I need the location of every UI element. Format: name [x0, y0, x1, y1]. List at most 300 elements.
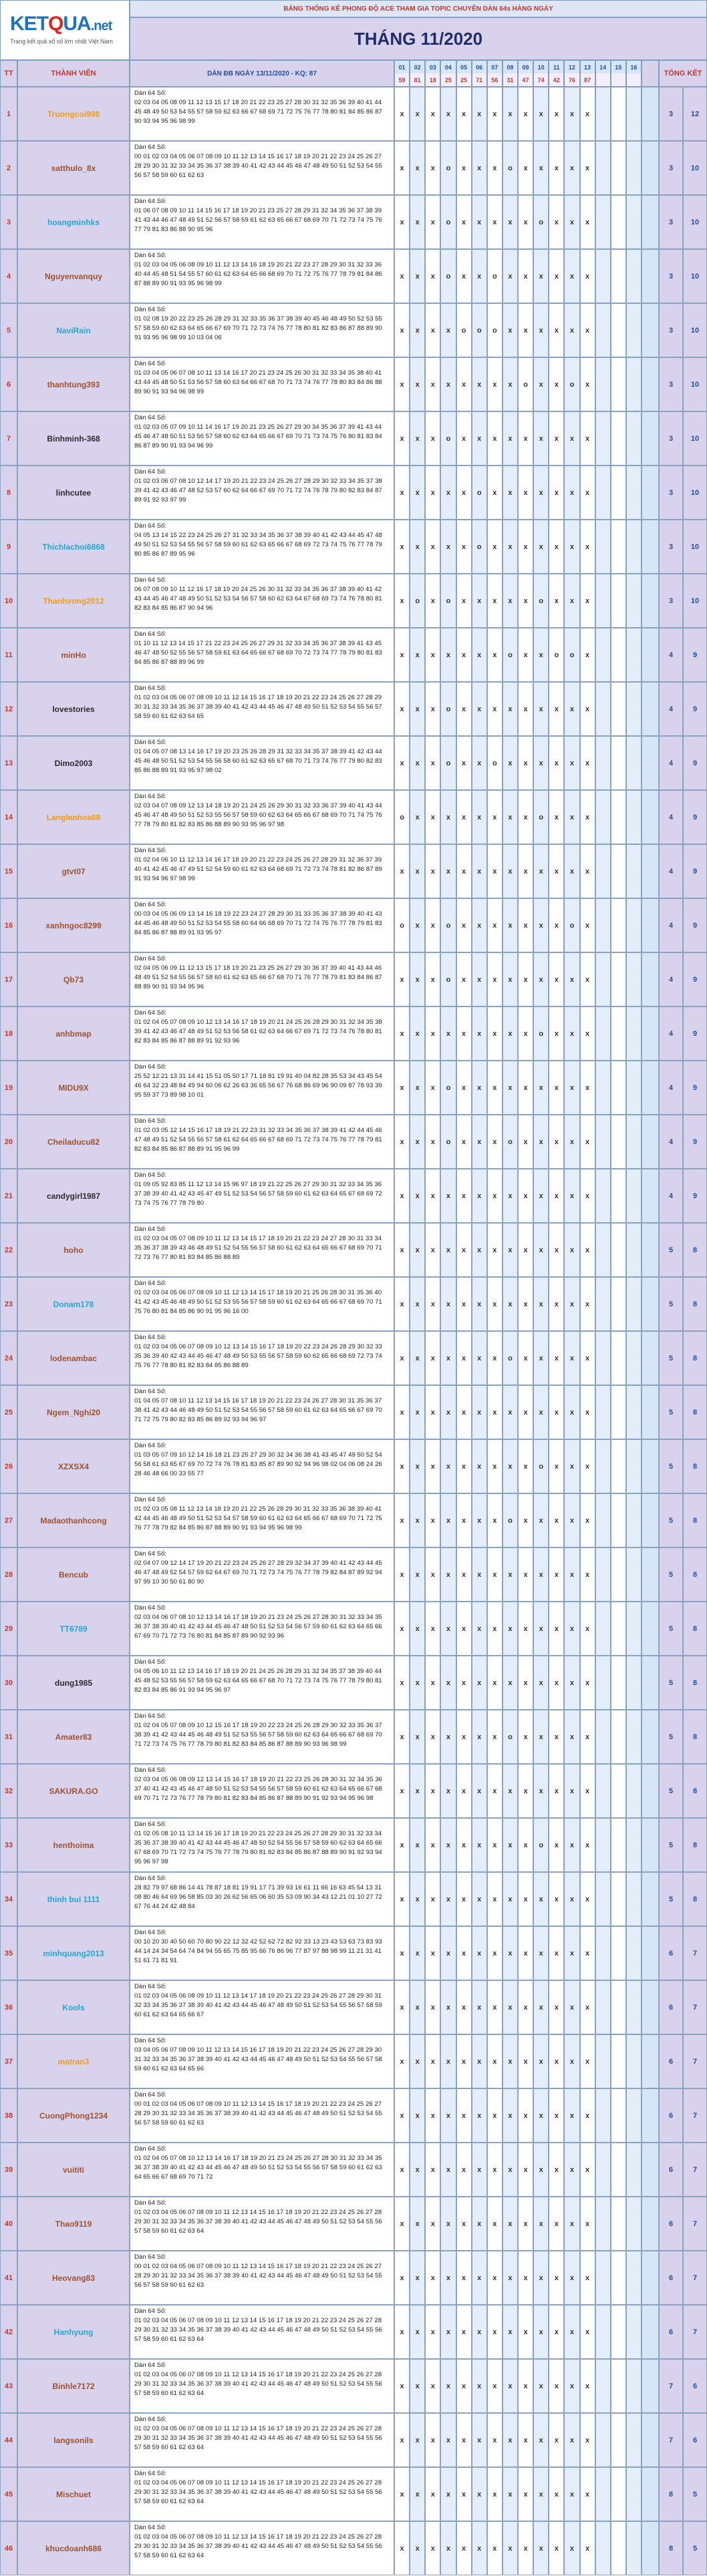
- day-mark: x: [564, 1331, 579, 1385]
- day-mark: x: [440, 1493, 456, 1547]
- row-number: 7: [0, 411, 17, 466]
- day-mark: [626, 1223, 642, 1277]
- day-mark: x: [425, 2359, 440, 2413]
- day-mark: [611, 520, 626, 574]
- day-mark: x: [410, 303, 425, 357]
- day-mark: x: [580, 520, 595, 574]
- row-number: 36: [0, 1980, 17, 2034]
- day-mark: x: [440, 466, 456, 520]
- day-mark: x: [394, 357, 410, 411]
- row-spacer: [642, 1061, 659, 1115]
- day-result: [627, 73, 641, 86]
- day-mark: x: [487, 466, 503, 520]
- row-number: 23: [0, 1277, 17, 1331]
- day-mark: [626, 87, 642, 141]
- member-name[interactable]: Binhminh-368: [17, 411, 130, 466]
- day-mark: o: [549, 628, 564, 682]
- day-mark: x: [410, 844, 425, 898]
- day-mark: x: [440, 520, 456, 574]
- day-mark: x: [440, 1439, 456, 1493]
- total-miss: 3: [659, 303, 683, 357]
- logo-box[interactable]: [0, 0, 130, 60]
- day-column-13: [580, 60, 595, 87]
- day-mark: x: [472, 2197, 487, 2251]
- dan-count: Dàn 64 Số:: [134, 89, 167, 97]
- dan-numbers: 02 03 04 05 06 08 09 12 13 14 15 16 17 18 19 20 21 22 23 25 26 28 30 31 32 34 35 36 37 40 41 42 43 45 46 47 48 50 51 52 53 54 55 56 57 58 59 60 61 62 63 64 65 66 67 68 69 70 71 72 73 76 77 78 79 80 81 82 83 84 85 86 87 88 89 90 91 92 93 94 95 96 98: [134, 1776, 382, 1802]
- day-mark: [611, 790, 626, 844]
- row-number: 2: [0, 141, 17, 195]
- total-miss: 6: [659, 2034, 683, 2088]
- day-mark: x: [580, 1385, 595, 1439]
- day-mark: [595, 1656, 611, 1710]
- day-mark: x: [456, 1980, 472, 2034]
- day-mark: x: [472, 1980, 487, 2034]
- row-spacer: [642, 1006, 659, 1061]
- dan-cell: [130, 411, 394, 466]
- dan-numbers: 04 05 06 10 11 12 13 14 16 17 18 19 20 21 24 25 26 28 29 31 32 34 35 37 38 39 40 44 45 48 52 53 55 56 57 58 59 62 63 64 65 66 67 68 70 71 72 73 74 75 76 77 78 79 80 81 82 83 84 85 86 91 93 94 95 96 97: [134, 1668, 382, 1694]
- total-hit: 8: [683, 1872, 707, 1926]
- column-spacer: [642, 60, 659, 87]
- day-mark: x: [472, 1926, 487, 1980]
- dan-count: Dàn 64 Số:: [134, 1009, 167, 1017]
- day-result: 71: [472, 73, 486, 86]
- day-mark: x: [456, 2251, 472, 2305]
- day-mark: x: [518, 303, 533, 357]
- day-mark: x: [425, 195, 440, 249]
- day-mark: x: [472, 2413, 487, 2467]
- day-mark: x: [410, 2413, 425, 2467]
- total-hit: 8: [683, 1385, 707, 1439]
- day-mark: o: [472, 520, 487, 574]
- dan-numbers: 01 02 03 05 08 11 12 13 14 18 19 20 21 22 25 26 28 29 30 31 32 33 35 36 38 39 40 41 42 44 45 46 48 49 50 51 52 53 54 57 58 59 60 61 62 63 64 65 66 67 68 69 70 71 72 75 76 77 78 79 82 84 85 86 87 88 89 90 91 93 94 95 96 98 99: [134, 1505, 382, 1531]
- day-mark: [595, 2088, 611, 2143]
- day-mark: x: [549, 303, 564, 357]
- day-mark: x: [410, 195, 425, 249]
- total-hit: 8: [683, 1223, 707, 1277]
- day-mark: [611, 249, 626, 303]
- member-name[interactable]: Amater83: [17, 1710, 130, 1764]
- dan-cell: [130, 303, 394, 357]
- day-mark: x: [487, 2143, 503, 2197]
- dan-cell: [130, 141, 394, 195]
- day-mark: x: [533, 2034, 549, 2088]
- table-row: [0, 1710, 707, 1764]
- day-mark: [626, 303, 642, 357]
- day-mark: x: [580, 1115, 595, 1169]
- member-name[interactable]: Binhle7172: [17, 2359, 130, 2413]
- day-number: 04: [441, 61, 455, 73]
- day-mark: x: [394, 1764, 410, 1818]
- day-result: 25: [457, 73, 471, 86]
- member-name[interactable]: Dimo2003: [17, 736, 130, 790]
- day-mark: x: [518, 1818, 533, 1872]
- dan-count: Dàn 64 Số:: [134, 2362, 167, 2369]
- day-mark: x: [456, 1223, 472, 1277]
- total-miss: 5: [659, 1656, 683, 1710]
- table-row: [0, 2467, 707, 2521]
- day-mark: x: [472, 898, 487, 952]
- row-number: 3: [0, 195, 17, 249]
- day-mark: x: [564, 466, 579, 520]
- day-column-03: [425, 60, 440, 87]
- dan-cell: [130, 1980, 394, 2034]
- day-mark: x: [487, 844, 503, 898]
- day-mark: x: [487, 1926, 503, 1980]
- dan-cell: [130, 2413, 394, 2467]
- row-spacer: [642, 1493, 659, 1547]
- day-mark: x: [533, 466, 549, 520]
- member-name[interactable]: Donam178: [17, 1277, 130, 1331]
- day-mark: [626, 952, 642, 1006]
- dan-count: Dàn 64 Số:: [134, 1767, 167, 1774]
- member-name[interactable]: khucdoanh686: [17, 2521, 130, 2575]
- day-mark: x: [456, 844, 472, 898]
- member-name[interactable]: Langlanhoa68: [17, 790, 130, 844]
- day-mark: x: [564, 2197, 579, 2251]
- day-mark: x: [549, 2143, 564, 2197]
- dan-count: Dàn 64 Số:: [134, 2470, 167, 2477]
- day-mark: [595, 2413, 611, 2467]
- table-row: [0, 1980, 707, 2034]
- member-name[interactable]: lovestories: [17, 682, 130, 736]
- dan-cell: [130, 1006, 394, 1061]
- member-name[interactable]: SAKURA.GO: [17, 1764, 130, 1818]
- day-mark: x: [564, 2305, 579, 2359]
- dan-count: Dàn 64 Số:: [134, 2524, 167, 2531]
- day-mark: o: [440, 195, 456, 249]
- day-mark: x: [518, 1656, 533, 1710]
- member-name[interactable]: Hanhyung: [17, 2305, 130, 2359]
- day-mark: x: [394, 466, 410, 520]
- day-mark: x: [394, 1115, 410, 1169]
- day-mark: x: [440, 2088, 456, 2143]
- row-spacer: [642, 1223, 659, 1277]
- day-mark: x: [533, 1547, 549, 1602]
- day-mark: x: [472, 2143, 487, 2197]
- dan-numbers: 01 02 04 06 10 11 12 13 14 16 17 18 19 20 21 22 23 24 25 26 27 28 29 31 32 36 37 39 40 41 42 45 46 47 49 51 52 54 59 60 61 62 63 64 68 69 71 72 73 74 78 81 82 86 87 89 91 93 94 96 97 98 99: [134, 856, 382, 882]
- day-mark: [611, 1115, 626, 1169]
- day-mark: [611, 952, 626, 1006]
- row-spacer: [642, 2197, 659, 2251]
- day-mark: x: [394, 1656, 410, 1710]
- row-number: 8: [0, 466, 17, 520]
- dan-numbers: 01 02 03 04 05 06 08 09 10 11 12 13 14 16 18 19 20 21 22 23 27 28 29 30 31 32 33 36 40 44 45 48 51 54 55 57 60 61 62 63 64 65 66 68 69 70 71 72 75 76 77 78 79 81 84 86 87 88 89 90 91 93 95 96 98 99: [134, 261, 382, 287]
- day-mark: o: [472, 303, 487, 357]
- member-name[interactable]: Thanhvong2012: [17, 574, 130, 628]
- total-miss: 4: [659, 844, 683, 898]
- day-mark: x: [518, 2521, 533, 2575]
- day-mark: x: [487, 574, 503, 628]
- day-mark: x: [425, 1764, 440, 1818]
- dan-count: Dàn 64 Số:: [134, 414, 167, 421]
- member-name[interactable]: anhbmap: [17, 1006, 130, 1061]
- member-name[interactable]: vuititi: [17, 2143, 130, 2197]
- day-mark: x: [456, 2197, 472, 2251]
- day-mark: x: [549, 195, 564, 249]
- day-mark: x: [549, 2034, 564, 2088]
- member-name[interactable]: minhquang2013: [17, 1926, 130, 1980]
- member-name[interactable]: thinh bui 1111: [17, 1872, 130, 1926]
- dan-numbers: 01 10 11 12 13 14 15 17 21 22 23 24 25 26 27 29 31 32 33 34 35 36 37 38 39 41 43 45 46 47 48 50 52 55 56 57 58 59 61 63 64 65 66 67 68 69 70 72 73 74 77 78 79 80 81 83 84 85 86 87 88 89 96 99: [134, 640, 382, 666]
- day-mark: x: [472, 2467, 487, 2521]
- day-mark: o: [518, 357, 533, 411]
- day-mark: x: [394, 303, 410, 357]
- table-row: [0, 1547, 707, 1602]
- day-mark: [595, 898, 611, 952]
- total-hit: 8: [683, 1439, 707, 1493]
- day-mark: x: [425, 1602, 440, 1656]
- day-mark: o: [503, 1331, 518, 1385]
- row-number: 20: [0, 1115, 17, 1169]
- member-name[interactable]: satthulo_8x: [17, 141, 130, 195]
- day-result: 76: [565, 73, 579, 86]
- dan-numbers: 04 05 13 14 15 22 23 24 25 26 27 31 32 33 34 35 36 37 38 39 40 41 42 43 44 45 47 48 49 50 51 52 53 54 55 56 57 58 59 60 61 62 63 65 66 67 68 69 72 73 74 75 76 77 78 79 80 85 86 87 89 95 96: [134, 532, 382, 558]
- row-spacer: [642, 2359, 659, 2413]
- row-spacer: [642, 87, 659, 141]
- day-mark: [611, 357, 626, 411]
- day-mark: x: [549, 2413, 564, 2467]
- member-name[interactable]: matran3: [17, 2034, 130, 2088]
- day-mark: x: [472, 790, 487, 844]
- day-mark: x: [503, 249, 518, 303]
- day-mark: x: [503, 1547, 518, 1602]
- member-name[interactable]: Bencub: [17, 1547, 130, 1602]
- day-mark: x: [503, 1980, 518, 2034]
- day-mark: [595, 1115, 611, 1169]
- day-mark: x: [518, 87, 533, 141]
- day-column-02: [410, 60, 425, 87]
- day-mark: x: [549, 1710, 564, 1764]
- member-name[interactable]: MIDU9X: [17, 1061, 130, 1115]
- day-number: 16: [627, 61, 641, 73]
- day-mark: x: [487, 1602, 503, 1656]
- day-mark: x: [425, 1439, 440, 1493]
- day-mark: x: [472, 1439, 487, 1493]
- day-mark: x: [549, 141, 564, 195]
- day-mark: x: [487, 520, 503, 574]
- day-mark: o: [564, 628, 579, 682]
- day-mark: x: [440, 1656, 456, 1710]
- day-mark: x: [394, 2521, 410, 2575]
- day-mark: x: [503, 844, 518, 898]
- day-mark: x: [549, 1061, 564, 1115]
- dan-numbers: 01 09 05 92 83 85 11 12 13 14 15 96 97 18 19 21 22 25 26 27 29 30 31 32 33 34 35 36 37 38 39 40 41 42 43 45 47 49 51 52 53 54 56 57 58 59 60 61 62 63 64 65 67 68 69 72 73 74 75 76 77 78 79 80: [134, 1181, 382, 1207]
- member-name[interactable]: Qb73: [17, 952, 130, 1006]
- member-name[interactable]: dung1985: [17, 1656, 130, 1710]
- row-spacer: [642, 2467, 659, 2521]
- dan-count: Dàn 64 Số:: [134, 306, 167, 313]
- total-miss: 5: [659, 1223, 683, 1277]
- day-mark: x: [503, 411, 518, 466]
- row-number: 25: [0, 1385, 17, 1439]
- row-number: 5: [0, 303, 17, 357]
- day-mark: x: [425, 1926, 440, 1980]
- table-row: [0, 2521, 707, 2575]
- member-name[interactable]: linhcutee: [17, 466, 130, 520]
- total-hit: 8: [683, 1547, 707, 1602]
- member-name[interactable]: hoangminhks: [17, 195, 130, 249]
- day-mark: x: [394, 87, 410, 141]
- day-mark: [611, 1385, 626, 1439]
- member-name[interactable]: XZXSX4: [17, 1439, 130, 1493]
- member-name[interactable]: Kools: [17, 1980, 130, 2034]
- day-mark: x: [580, 2143, 595, 2197]
- day-mark: x: [518, 2034, 533, 2088]
- day-mark: x: [394, 844, 410, 898]
- member-name[interactable]: Nguyenvanquy: [17, 249, 130, 303]
- day-mark: [611, 1439, 626, 1493]
- dan-numbers: 01 06 07 08 09 10 11 14 15 16 17 18 19 20 21 23 25 27 28 29 31 32 34 35 36 37 38 39 41 43 44 46 47 48 49 51 52 56 57 58 59 61 62 63 65 66 67 68 69 70 71 72 73 74 75 76 77 79 81 83 86 88 90 95 96: [134, 207, 382, 233]
- table-row: [0, 1493, 707, 1547]
- total-miss: 5: [659, 1710, 683, 1764]
- member-name[interactable]: NaviRain: [17, 303, 130, 357]
- day-mark: x: [564, 1602, 579, 1656]
- day-mark: x: [580, 682, 595, 736]
- row-spacer: [642, 2521, 659, 2575]
- day-mark: x: [472, 1493, 487, 1547]
- day-mark: x: [580, 1764, 595, 1818]
- day-result: 81: [410, 73, 424, 86]
- row-number: 34: [0, 1872, 17, 1926]
- day-mark: x: [410, 141, 425, 195]
- day-number: 03: [426, 61, 440, 73]
- dan-cell: [130, 1331, 394, 1385]
- day-mark: x: [425, 520, 440, 574]
- day-mark: [611, 682, 626, 736]
- member-name[interactable]: hoho: [17, 1223, 130, 1277]
- day-mark: x: [549, 1602, 564, 1656]
- day-mark: x: [472, 1872, 487, 1926]
- table-row: [0, 1602, 707, 1656]
- member-name[interactable]: candygirl1987: [17, 1169, 130, 1223]
- day-mark: [611, 2251, 626, 2305]
- member-name[interactable]: Cheiladucu82: [17, 1115, 130, 1169]
- day-mark: [611, 2088, 626, 2143]
- dan-cell: [130, 1710, 394, 1764]
- day-mark: x: [410, 1223, 425, 1277]
- day-mark: x: [472, 2251, 487, 2305]
- day-mark: x: [564, 1006, 579, 1061]
- day-mark: x: [394, 1223, 410, 1277]
- day-mark: o: [440, 574, 456, 628]
- member-name[interactable]: Ngem_Nghi20: [17, 1385, 130, 1439]
- logo[interactable]: KETQUA.net: [10, 13, 112, 35]
- day-mark: x: [503, 195, 518, 249]
- day-mark: x: [425, 249, 440, 303]
- member-name[interactable]: TT6789: [17, 1602, 130, 1656]
- dan-numbers: 01 02 03 04 05 06 07 08 09 10 11 12 13 14 15 16 17 18 19 20 21 22 23 24 25 26 27 28 29 30 31 32 33 34 35 36 37 38 39 40 41 42 43 44 45 46 47 48 49 50 51 52 53 54 55 56 57 58 59 60 61 62 63 64: [134, 2209, 382, 2235]
- row-spacer: [642, 141, 659, 195]
- member-name[interactable]: Thichlachoi6868: [17, 520, 130, 574]
- day-mark: [611, 2305, 626, 2359]
- day-mark: x: [394, 2305, 410, 2359]
- day-mark: x: [410, 87, 425, 141]
- total-hit: 8: [683, 1277, 707, 1331]
- day-mark: [595, 628, 611, 682]
- day-mark: x: [472, 574, 487, 628]
- total-miss: 7: [659, 2413, 683, 2467]
- row-number: 42: [0, 2305, 17, 2359]
- member-name[interactable]: thanhtung393: [17, 357, 130, 411]
- dan-count: Dàn 64 Số:: [134, 2253, 167, 2261]
- table-row: [0, 1385, 707, 1439]
- day-mark: [626, 1493, 642, 1547]
- day-mark: [611, 736, 626, 790]
- day-mark: [626, 2088, 642, 2143]
- day-mark: x: [410, 1710, 425, 1764]
- day-mark: x: [518, 898, 533, 952]
- member-name[interactable]: Madaothanhcong: [17, 1493, 130, 1547]
- member-name[interactable]: Heovang83: [17, 2251, 130, 2305]
- day-mark: x: [425, 2197, 440, 2251]
- row-number: 10: [0, 574, 17, 628]
- day-mark: x: [410, 2034, 425, 2088]
- member-name[interactable]: langsonils: [17, 2413, 130, 2467]
- day-mark: x: [410, 1764, 425, 1818]
- day-mark: [595, 2143, 611, 2197]
- day-mark: x: [580, 844, 595, 898]
- day-mark: o: [440, 141, 456, 195]
- day-mark: x: [580, 790, 595, 844]
- day-mark: x: [487, 1547, 503, 1602]
- day-result: [596, 73, 610, 86]
- row-number: 24: [0, 1331, 17, 1385]
- day-mark: [626, 2251, 642, 2305]
- day-mark: [626, 2143, 642, 2197]
- dan-numbers: 01 02 03 04 05 06 07 08 09 10 11 12 13 14 15 16 17 18 19 20 21 22 23 24 25 26 27 28 29 30 31 32 33 34 35 36 37 38 39 40 41 42 43 44 45 46 47 48 49 50 51 52 53 54 55 56 57 58 59 60 61 62 63 64: [134, 2479, 382, 2505]
- day-mark: x: [487, 952, 503, 1006]
- dan-cell: [130, 2197, 394, 2251]
- member-name[interactable]: Mischuet: [17, 2467, 130, 2521]
- day-mark: x: [518, 141, 533, 195]
- total-miss: 3: [659, 520, 683, 574]
- member-name[interactable]: CuongPhong1234: [17, 2088, 130, 2143]
- dan-cell: [130, 2521, 394, 2575]
- day-mark: x: [456, 141, 472, 195]
- total-hit: 7: [683, 2251, 707, 2305]
- day-mark: x: [549, 574, 564, 628]
- member-name[interactable]: henthoima: [17, 1818, 130, 1872]
- member-name[interactable]: gtvt07: [17, 844, 130, 898]
- day-mark: x: [487, 1710, 503, 1764]
- member-name[interactable]: xanhngoc8299: [17, 898, 130, 952]
- member-name[interactable]: Truongcoi998: [17, 87, 130, 141]
- member-name[interactable]: Thao9119: [17, 2197, 130, 2251]
- day-mark: x: [580, 1980, 595, 2034]
- day-mark: x: [580, 1818, 595, 1872]
- total-hit: 8: [683, 1656, 707, 1710]
- day-mark: x: [440, 1818, 456, 1872]
- day-mark: x: [549, 1818, 564, 1872]
- member-name[interactable]: minHo: [17, 628, 130, 682]
- dan-numbers: 01 02 04 05 07 08 10 12 13 14 16 17 18 19 20 21 23 24 25 26 27 28 30 31 32 33 34 35 36 37 38 39 40 41 42 43 44 45 46 47 48 49 50 51 52 53 54 55 56 57 58 59 60 61 62 63 64 65 66 67 68 69 70 71 72: [134, 2155, 382, 2181]
- dan-cell: [130, 2251, 394, 2305]
- dan-count: Dàn 64 Số:: [134, 576, 167, 584]
- total-miss: 3: [659, 466, 683, 520]
- day-mark: x: [472, 195, 487, 249]
- day-mark: x: [533, 357, 549, 411]
- member-name[interactable]: lodenambac: [17, 1331, 130, 1385]
- total-hit: 9: [683, 1115, 707, 1169]
- day-mark: x: [533, 1169, 549, 1223]
- day-mark: x: [472, 1115, 487, 1169]
- day-mark: o: [472, 466, 487, 520]
- dan-numbers: 01 02 03 04 05 06 07 08 09 10 11 12 13 14 15 17 18 19 20 21 25 26 28 30 31 35 36 40 41 42 43 45 46 48 49 50 51 52 53 55 56 57 58 59 60 61 62 63 64 65 66 67 68 69 70 71 75 76 80 81 84 85 86 90 91 95 96 16 00: [134, 1289, 382, 1315]
- row-number: 28: [0, 1547, 17, 1602]
- day-column-12: [564, 60, 579, 87]
- day-mark: x: [564, 790, 579, 844]
- day-mark: x: [394, 2251, 410, 2305]
